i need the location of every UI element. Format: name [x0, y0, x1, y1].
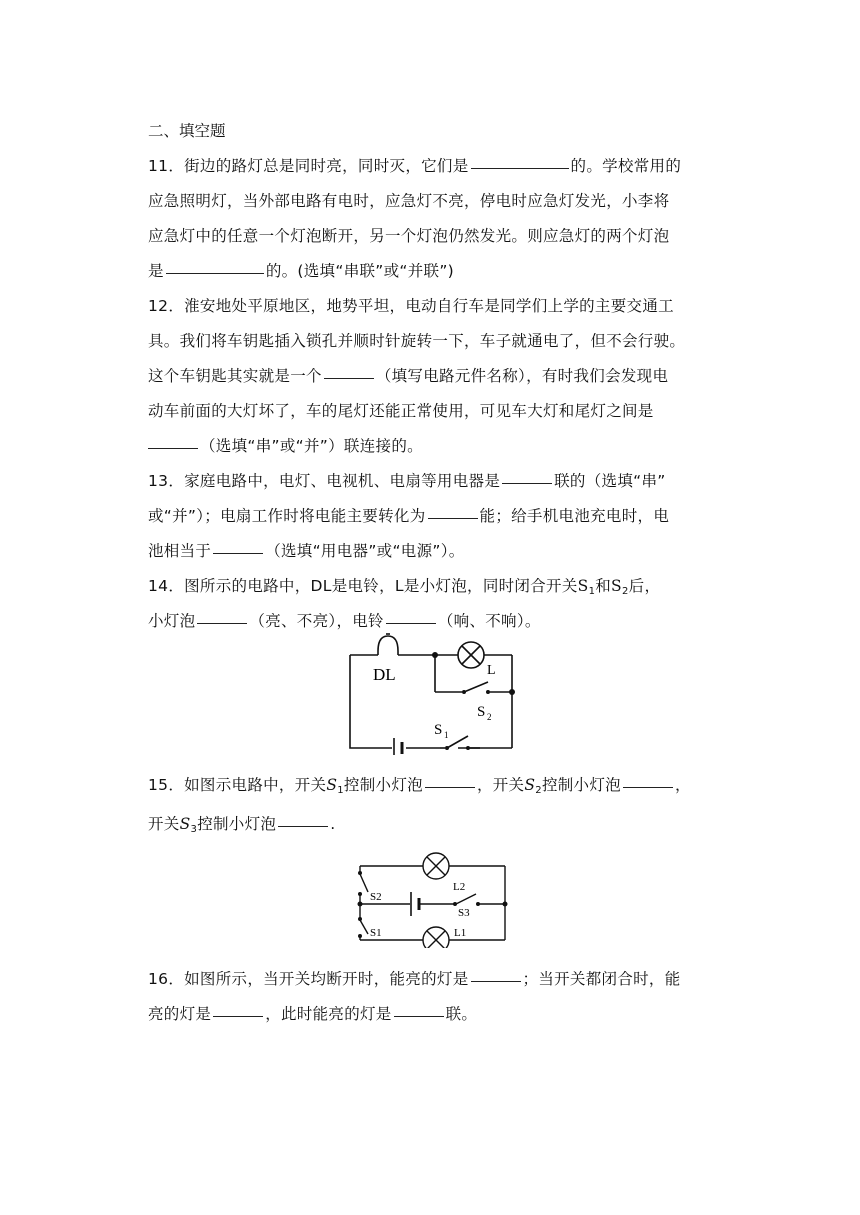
- question-13: [148, 464, 718, 569]
- q12-text: 动车前面的大灯坏了，车的尾灯还能正常使用，可见车大灯和尾灯之间是: [148, 402, 654, 420]
- q16-text: ，此时能亮的灯是: [265, 1005, 392, 1023]
- answer-blank[interactable]: [197, 622, 247, 624]
- label-l2: L2: [453, 881, 466, 893]
- q13-text: 池相当于: [148, 542, 212, 560]
- q14-text: （响、不响）。: [437, 612, 541, 630]
- answer-blank[interactable]: [166, 272, 264, 274]
- q11-text: 的。学校常用的: [570, 157, 682, 175]
- q11-text: 应急照明灯，当外部电路有电时，应急灯不亮，停电时应急灯发光，小李将: [148, 192, 670, 210]
- label-dl: DL: [373, 665, 396, 684]
- question-16: [148, 962, 718, 1032]
- q13-text: 或“并”）；电扇工作时将电能主要转化为: [148, 507, 426, 525]
- switch-subscript: 2: [621, 586, 629, 597]
- answer-blank[interactable]: [324, 377, 374, 379]
- answer-blank[interactable]: [471, 980, 521, 982]
- label-s2: S2: [370, 891, 382, 903]
- q15-text: 控制小灯泡: [343, 776, 423, 794]
- switch-subscript: 3: [190, 824, 198, 835]
- q16-text: 16．如图所示，当开关均断开时，能亮的灯是: [148, 970, 469, 988]
- question-11: [148, 149, 718, 289]
- q13-text: 能；给手机电池充电时，电: [479, 507, 670, 525]
- answer-blank[interactable]: [394, 1015, 444, 1017]
- answer-blank[interactable]: [623, 786, 673, 788]
- switch-symbol: S: [326, 776, 338, 794]
- q16-text: ；当开关都闭合时，能: [522, 970, 681, 988]
- q15-text: 控制小灯泡: [541, 776, 621, 794]
- answer-blank[interactable]: [386, 622, 436, 624]
- answer-blank[interactable]: [425, 786, 475, 788]
- q15-text: 15．如图示电路中，开关: [148, 776, 327, 794]
- q11-text: 应急灯中的任意一个灯泡断开，另一个灯泡仍然发光。则应急灯的两个灯泡: [148, 227, 670, 245]
- q12-text: 具。我们将车钥匙插入锁孔并顺时针旋转一下，车子就通电了，但不会行驶。: [148, 332, 686, 350]
- answer-blank[interactable]: [502, 482, 552, 484]
- q14-text: 14．图所示的电路中，DL是电铃，L是小灯泡，同时闭合开关: [148, 577, 578, 595]
- q13-text: 13．家庭电路中，电灯、电视机、电扇等用电器是: [148, 472, 501, 490]
- switch-subscript: 1: [337, 785, 344, 796]
- q14-text: 小灯泡: [148, 612, 196, 630]
- q11-text: 11．街边的路灯总是同时亮，同时灭，它们是: [148, 157, 469, 175]
- q13-text: （选填“用电器”或“电源”）。: [265, 542, 465, 560]
- switch-symbol: S: [611, 577, 622, 595]
- label-l1: L1: [454, 927, 467, 939]
- answer-blank[interactable]: [148, 447, 198, 449]
- q15-text: ，开关: [476, 776, 525, 794]
- q12-text: （选填“串”或“并”）联连接的。: [200, 437, 423, 455]
- switch-subscript: 1: [588, 586, 596, 597]
- q12-text: 这个车钥匙其实就是一个: [148, 367, 322, 385]
- question-12: [148, 289, 718, 464]
- circuit-diagram-q15: [348, 848, 513, 948]
- q14-text: （亮、不亮），电铃: [249, 612, 384, 630]
- q16-text: 联。: [445, 1005, 478, 1023]
- label-s1: S1: [370, 927, 382, 939]
- switch-subscript: 2: [535, 785, 542, 796]
- q15-text: ，: [674, 776, 691, 794]
- label-s1: S: [434, 722, 443, 738]
- label-l: L: [487, 663, 496, 678]
- switch-symbol: S: [179, 815, 191, 833]
- q15-text: 控制小灯泡: [197, 815, 277, 833]
- q15-text: 开关: [148, 815, 180, 833]
- answer-blank[interactable]: [213, 1015, 263, 1017]
- section-title: 二、填空题: [148, 122, 226, 140]
- q12-text: 12．淮安地处平原地区，地势平坦，电动自行车是同学们上学的主要交通工: [148, 297, 674, 315]
- q14-text: 后，: [628, 577, 661, 595]
- answer-blank[interactable]: [278, 825, 328, 827]
- answer-blank[interactable]: [428, 517, 478, 519]
- label-s2: S: [477, 704, 486, 720]
- circuit-diagram-q14: [340, 630, 525, 755]
- answer-blank[interactable]: [213, 552, 263, 554]
- label-s2-sub: 2: [487, 712, 492, 722]
- q14-text: 和: [595, 577, 612, 595]
- switch-symbol: S: [524, 776, 536, 794]
- label-s1-sub: 1: [444, 730, 449, 740]
- q16-text: 亮的灯是: [148, 1005, 212, 1023]
- label-s3: S3: [458, 907, 470, 919]
- switch-symbol: S: [577, 577, 589, 595]
- answer-blank[interactable]: [471, 167, 569, 169]
- q12-text: （填写电路元件名称），有时我们会发现电: [375, 367, 669, 385]
- q15-text: .: [330, 815, 336, 833]
- q11-text: 是: [148, 262, 164, 280]
- q11-text: 的。(选填“串联”或“并联”): [265, 262, 455, 280]
- question-15: [148, 768, 728, 842]
- q13-text: 联的（选填“串”: [554, 472, 666, 490]
- question-14: [148, 569, 718, 639]
